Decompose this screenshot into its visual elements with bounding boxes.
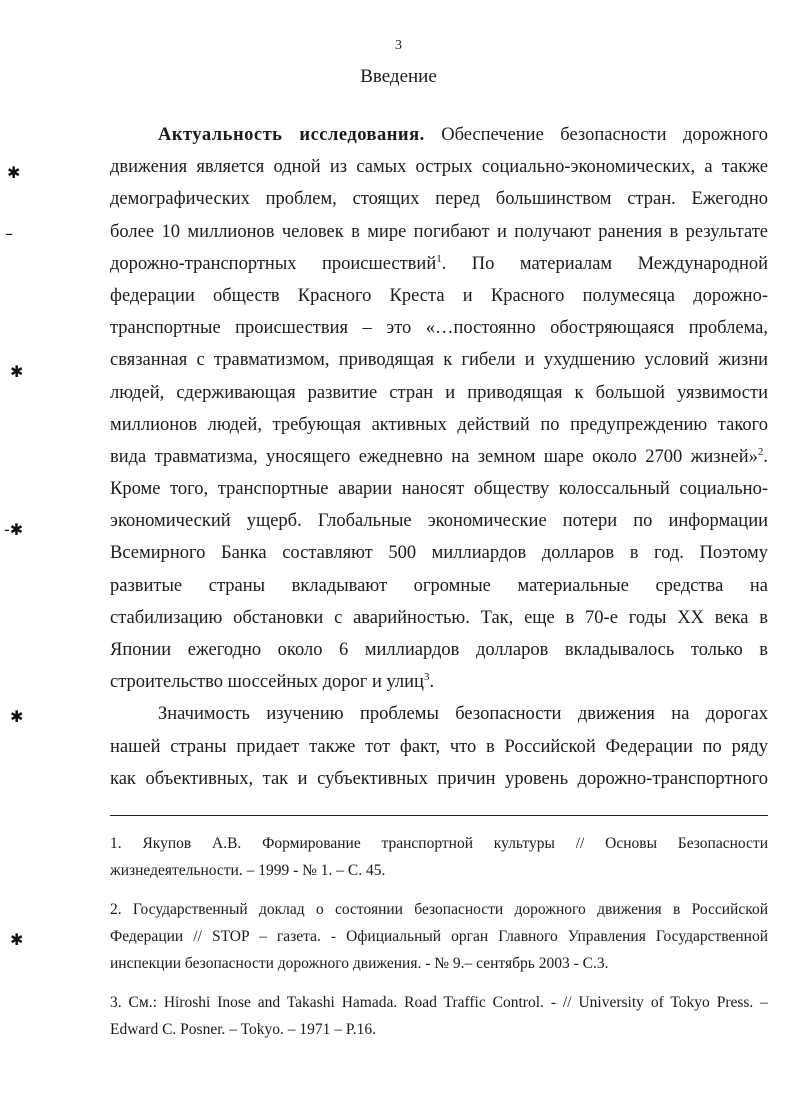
paragraph-line: транспортные происшествия – это «…постоянно обостряющаяся проблема, (110, 318, 768, 339)
footnote-line: жизнедеятельности. – 1999 - № 1. – С. 45. (110, 862, 386, 879)
footnote (110, 989, 768, 1043)
binder-mark-icon: ✱ (10, 362, 24, 381)
footnote (110, 830, 768, 884)
footnote-line: инспекции безопасности дорожного движения. - № 9.– сентябрь 2003 - С.3. (110, 955, 609, 972)
paragraph-line: связанная с травматизмом, приводящая к гибели и ухудшению условий жизни (110, 350, 768, 371)
paragraph-line: строительство шоссейных дорог и улиц$^3$. (110, 671, 435, 693)
footnote (110, 896, 768, 977)
footnotes (110, 830, 768, 1055)
paragraph-line: людей, сдерживающая развитие стран и приводящая к большой уязвимости (110, 382, 768, 403)
footnote-ref: 3 (423, 671, 430, 684)
paragraph-line: Всемирного Банка составляют 500 миллиардов долларов в год. Поэтому (110, 543, 768, 564)
paragraph-line: как объективных, так и субъективных причин уровень дорожно-транспортного (110, 768, 768, 789)
footnote-line: Edward C. Posner. – Tokyo. – 1971 – P.16. (110, 1021, 377, 1038)
paragraph-line: вида травматизма, уносящего ежедневно на земном шаре около 2700 жизней»$^2$. (110, 445, 768, 467)
section-lead: Актуальность исследования. (158, 125, 425, 145)
footnote-line: 1. Якупов А.В. Формирование транспортной культуры // Основы Безопасности (110, 835, 768, 852)
footnote-line: Федерации // STOP – газета. - Официальный орган Главного Управления Государственной (110, 928, 768, 945)
paragraph-line: демографических проблем, стоящих перед большинством стран. Ежегодно (110, 189, 768, 210)
binder-mark-icon: ✱ (7, 163, 21, 182)
paragraph-line: Кроме того, транспортные аварии наносят обществу колоссальный социально- (110, 479, 768, 500)
footnote-ref: 1 (436, 252, 442, 265)
paragraph-line: стабилизацию обстановки с аварийностью. Так, еще в 70-е годы XX века в (110, 607, 768, 628)
paragraph-line: нашей страны придает также тот факт, что в Российской Федерации по ряду (110, 736, 768, 757)
page-number: 3 (395, 38, 402, 53)
footnote-line: 2. Государственный доклад о состоянии безопасности дорожного движения в Российской (110, 901, 768, 918)
body-text (110, 119, 768, 795)
paragraph-line: экономический ущерб. Глобальные экономические потери по информации (110, 511, 768, 532)
footnote-divider (110, 815, 768, 816)
footnote-line: 3. См.: Hiroshi Inose and Takashi Hamada. Road Traffic Control. - // University of Tokyo Press. – (110, 994, 768, 1011)
paragraph-line: дорожно-транспортных происшествий$^1$. По материалам Международной (110, 252, 768, 274)
paragraph-line: движения является одной из самых острых социально-экономических, а также (110, 157, 768, 178)
paragraph-line: развитые страны вкладывают огромные материальные средства на (110, 575, 768, 596)
paragraph-line: Японии ежегодно около 6 миллиардов долларов вкладывалось только в (110, 640, 768, 660)
paragraph-line: более 10 миллионов человек в мире погибают и получают ранения в результате (110, 221, 768, 242)
paragraph-line: Значимость изучению проблемы безопасности движения на дорогах (158, 704, 768, 725)
page-title: Введение (360, 66, 437, 87)
binder-mark-icon: ✱ (10, 707, 24, 726)
binder-mark-icon: ✱ (10, 930, 24, 949)
paragraph-line: Актуальность исследования. Обеспечение безопасности дорожного (158, 125, 768, 145)
binder-mark-icon: -✱ (4, 520, 24, 539)
paragraph-line: федерации обществ Красного Креста и Красного полумесяца дорожно- (110, 285, 768, 306)
paragraph-line: миллионов людей, требующая активных действий по предупреждению такого (110, 414, 768, 435)
binder-mark-icon: – (5, 224, 13, 243)
footnote-ref: 2 (757, 445, 764, 458)
